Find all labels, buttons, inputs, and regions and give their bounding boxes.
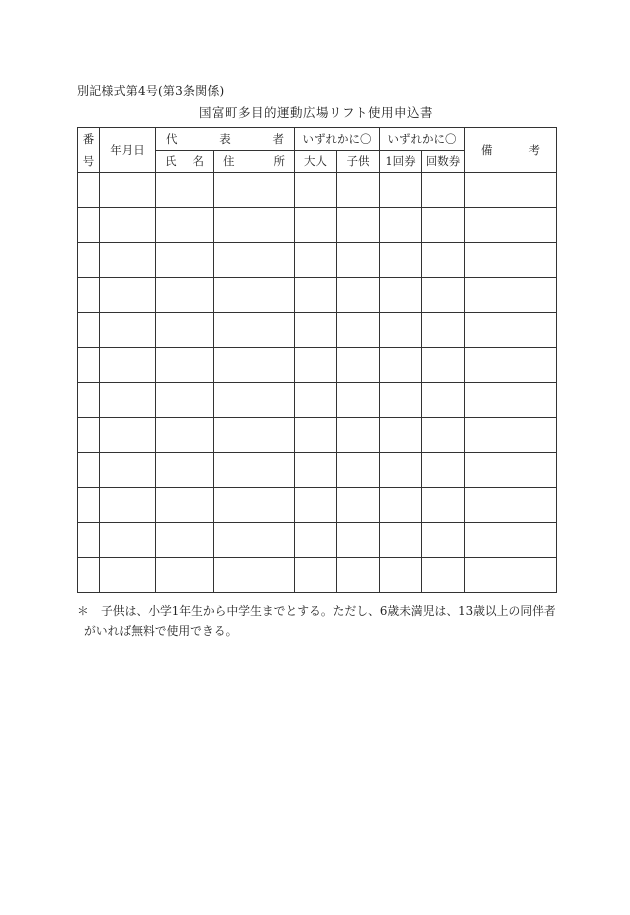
table-cell[interactable] [380,558,422,593]
table-cell[interactable] [156,243,214,278]
table-row [78,418,557,453]
table-cell[interactable] [100,243,156,278]
table-cell[interactable] [337,348,380,383]
table-cell[interactable] [465,243,557,278]
table-cell[interactable] [295,558,337,593]
table-row [78,243,557,278]
table-cell[interactable] [100,278,156,313]
table-cell[interactable] [78,348,100,383]
table-cell[interactable] [422,383,465,418]
table-cell[interactable] [100,173,156,208]
table-cell[interactable] [295,488,337,523]
table-cell[interactable] [78,418,100,453]
footnote-line-2: がいれば無料で使用できる。 [84,624,238,638]
table-cell[interactable] [422,208,465,243]
table-cell[interactable] [78,453,100,488]
table-cell[interactable] [295,418,337,453]
header-remarks-char-2: 考 [528,143,540,157]
header-address [214,150,295,173]
table-cell[interactable] [156,208,214,243]
table-cell[interactable] [156,348,214,383]
table-cell[interactable] [100,313,156,348]
table-row [78,348,557,383]
table-cell[interactable] [78,383,100,418]
table-cell[interactable] [78,208,100,243]
table-cell[interactable] [156,558,214,593]
table-cell[interactable] [295,383,337,418]
header-child: 子供 [337,150,380,173]
table-cell[interactable] [100,208,156,243]
table-cell[interactable] [465,313,557,348]
table-cell[interactable] [295,243,337,278]
table-cell[interactable] [78,488,100,523]
header-rep-char-2: 表 [219,131,231,146]
table-cell[interactable] [337,523,380,558]
table-row [78,383,557,418]
header-name-char-1: 氏 [165,154,177,169]
table-cell[interactable] [156,313,214,348]
table-cell[interactable] [337,383,380,418]
table-cell[interactable] [78,558,100,593]
header-remarks [465,128,557,173]
table-cell[interactable] [380,418,422,453]
table-cell[interactable] [100,383,156,418]
table-row [78,313,557,348]
table-cell[interactable] [465,348,557,383]
table-cell[interactable] [380,313,422,348]
table-cell[interactable] [380,348,422,383]
table-cell[interactable] [337,243,380,278]
header-number-char-1: 番 [82,132,95,146]
table-cell[interactable] [78,173,100,208]
table-cell[interactable] [295,278,337,313]
table-cell[interactable] [380,488,422,523]
table-cell[interactable] [78,243,100,278]
table-cell[interactable] [295,523,337,558]
table-cell[interactable] [422,488,465,523]
table-cell[interactable] [422,243,465,278]
header-remarks-char-1: 備 [481,143,493,157]
table-cell[interactable] [380,523,422,558]
table-cell[interactable] [100,348,156,383]
table-cell[interactable] [337,558,380,593]
header-address-char-2: 所 [273,154,285,169]
table-cell[interactable] [380,278,422,313]
table-cell[interactable] [465,383,557,418]
table-cell[interactable] [337,278,380,313]
table-cell[interactable] [214,453,295,488]
table-cell[interactable] [465,208,557,243]
table-cell[interactable] [100,558,156,593]
table-cell[interactable] [380,243,422,278]
application-table [77,127,557,593]
footnote-mark: ＊ [77,604,89,618]
table-cell[interactable] [295,173,337,208]
table-row [78,453,557,488]
header-coupon-ticket: 回数券 [422,150,465,173]
table-cell[interactable] [156,523,214,558]
table-cell[interactable] [156,418,214,453]
table-cell[interactable] [295,453,337,488]
header-single-ticket: 1回券 [380,150,422,173]
table-cell[interactable] [337,453,380,488]
table-cell[interactable] [465,488,557,523]
form-title: 国富町多目的運動広場リフト使用申込書 [198,105,433,120]
table-cell[interactable] [78,313,100,348]
table-cell[interactable] [78,523,100,558]
table-cell[interactable] [422,313,465,348]
table-cell[interactable] [214,383,295,418]
table-cell[interactable] [214,173,295,208]
header-number [78,128,100,173]
table-cell[interactable] [214,523,295,558]
table-cell[interactable] [337,173,380,208]
table-cell[interactable] [156,173,214,208]
table-cell[interactable] [465,453,557,488]
table-row [78,173,557,208]
table-row [78,488,557,523]
table-cell[interactable] [465,418,557,453]
table-cell[interactable] [422,278,465,313]
table-row [78,208,557,243]
header-representative [156,128,295,151]
table-cell[interactable] [380,208,422,243]
table-cell[interactable] [337,488,380,523]
table-cell[interactable] [422,418,465,453]
header-adult: 大人 [295,150,337,173]
header-number-char-2: 号 [82,154,95,168]
header-address-char-1: 住 [223,154,235,169]
table-row [78,523,557,558]
table-cell[interactable] [380,383,422,418]
table-cell[interactable] [465,558,557,593]
table-cell[interactable] [156,278,214,313]
table-cell[interactable] [295,208,337,243]
table-cell[interactable] [214,418,295,453]
header-rep-char-1: 代 [166,131,178,146]
table-cell[interactable] [214,208,295,243]
header-name [156,150,214,173]
table-cell[interactable] [214,558,295,593]
table-row [78,278,557,313]
header-rep-char-3: 者 [272,131,284,146]
table-cell[interactable] [214,243,295,278]
table-cell[interactable] [156,383,214,418]
table-cell[interactable] [156,488,214,523]
table-cell[interactable] [337,418,380,453]
table-cell[interactable] [214,313,295,348]
table-cell[interactable] [295,313,337,348]
table-cell[interactable] [465,278,557,313]
table-cell[interactable] [100,453,156,488]
table-cell[interactable] [465,173,557,208]
table-cell[interactable] [422,453,465,488]
table-cell[interactable] [214,348,295,383]
header-choose-age: いずれかに〇 [295,128,380,151]
table-cell[interactable] [214,278,295,313]
table-cell[interactable] [380,453,422,488]
table-cell[interactable] [100,488,156,523]
table-row [78,558,557,593]
table-cell[interactable] [78,278,100,313]
table-cell[interactable] [337,208,380,243]
table-cell[interactable] [422,348,465,383]
header-name-char-2: 名 [192,154,204,169]
table-cell[interactable] [100,418,156,453]
table-cell[interactable] [156,453,214,488]
table-cell[interactable] [422,173,465,208]
table-cell[interactable] [465,523,557,558]
table-cell[interactable] [100,523,156,558]
table-cell[interactable] [214,488,295,523]
footnote [77,601,557,641]
table-cell[interactable] [422,558,465,593]
table-cell[interactable] [422,523,465,558]
table-cell[interactable] [295,348,337,383]
table-cell[interactable] [380,173,422,208]
header-choose-ticket: いずれかに〇 [380,128,465,151]
footnote-line-1: 子供は、小学1年生から中学生までとする。ただし、6歳未満児は、13歳以上の同伴者 [101,604,556,618]
form-reference: 別記様式第4号(第3条関係) [77,84,225,98]
header-date: 年月日 [100,128,156,173]
table-cell[interactable] [337,313,380,348]
